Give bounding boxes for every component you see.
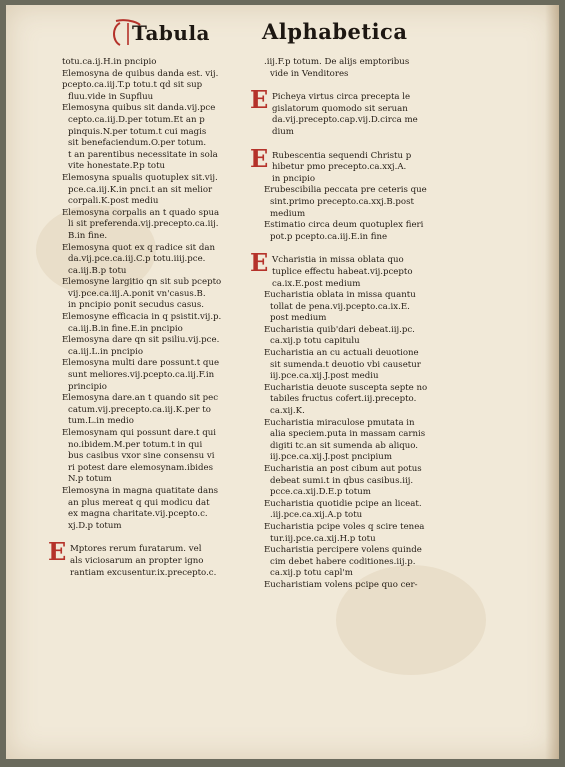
- index-entry: [62, 277, 262, 312]
- index-entry-line: sit benefaciendum.O.per totum.: [68, 138, 207, 149]
- index-entry-line: tollat de pena.vij.pcepto.ca.ix.E.: [270, 301, 410, 312]
- index-entry-line: ca.iij.L.in pncipio: [68, 346, 144, 357]
- index-entry-line: sunt meliores.vij.pcepto.ca.iij.F.in: [68, 370, 215, 381]
- index-entry-line: iij.pce.ca.xij.J.post mediu: [270, 371, 379, 382]
- index-entry-line: pcce.ca.xij.D.E.p totum: [270, 487, 371, 498]
- index-entry-line: als viciosarum an propter igno: [70, 555, 204, 566]
- index-entry: [264, 383, 474, 418]
- index-entry: [250, 85, 474, 138]
- index-entry: [264, 325, 474, 348]
- entry-spacer: [264, 80, 474, 88]
- index-entry-line: Eucharistia an post cibum aut potus: [264, 464, 422, 474]
- index-entry-line: Eucharistia deuote suscepta septe no: [264, 382, 428, 393]
- index-entry-line: Erubescibilia peccata pre ceteris que: [264, 185, 427, 196]
- index-entry-line: Eucharistia an cu actuali deuotione: [264, 348, 419, 359]
- index-entry-line: tabiles fructus cofert.iij.precepto.: [270, 394, 417, 405]
- index-entry: [264, 545, 474, 580]
- index-entry-line: no.ibidem.M.per totum.t in qui: [68, 439, 203, 450]
- index-entry-line: Elemosyna spualis quotuplex sit.vij.: [62, 172, 218, 183]
- index-entry-line: Eucharistia oblata in missa quantu: [264, 290, 416, 301]
- index-entry-line: pinquis.N.per totum.t cui magis: [68, 126, 207, 137]
- rubricated-initial: E: [250, 85, 269, 115]
- index-entry-line: dium: [272, 126, 294, 137]
- index-entry-line: ca.ix.E.post medium: [272, 278, 361, 289]
- index-entry-line: Mptores rerum furatarum. vel: [70, 544, 202, 555]
- index-entry-line: sit sumenda.t deuotio vbi causetur: [270, 359, 421, 370]
- index-entry-line: Vcharistia in missa oblata quo: [272, 255, 404, 266]
- entry-spacer: [264, 243, 474, 251]
- index-entry-line: Elemosyna quot ex q radice sit dan: [62, 242, 215, 253]
- index-entry-line: tur.iij.pce.ca.xij.H.p totu: [270, 533, 376, 544]
- index-entry: [264, 220, 474, 243]
- index-entry-line: Elemosyna dare.an t quando sit pec: [62, 393, 219, 404]
- page-gutter: [545, 5, 559, 759]
- index-entry-line: Eucharistiam volens pcipe quo cer-: [264, 579, 418, 590]
- index-entry-line: N.p totum: [68, 474, 112, 485]
- index-entry: [62, 243, 262, 278]
- rubricated-initial: E: [48, 537, 67, 567]
- index-entry-line: ca.xij.K.: [270, 406, 305, 417]
- index-entry-line: ca.xij.p totu capitulu: [270, 336, 360, 347]
- index-entry-line: alia speciem.puta in massam carnis: [270, 429, 426, 440]
- index-entry: [48, 537, 262, 579]
- index-entry: [264, 522, 474, 545]
- index-entry-line: ca.iij.B.p totu: [68, 265, 127, 276]
- index-entry: [62, 312, 262, 335]
- index-entry: [264, 464, 474, 499]
- index-entry-line: Elemosynam qui possunt dare.t qui: [62, 428, 217, 438]
- index-entry-line: cepto.ca.iij.D.per totum.Et an p: [68, 114, 205, 125]
- index-entry-line: Picheya virtus circa precepta le: [272, 92, 411, 103]
- index-entry-line: t an parentibus necessitate in sola: [68, 149, 218, 160]
- index-entry-line: in pncipio ponit secudus casus.: [68, 300, 204, 311]
- index-entry-line: vide in Venditores: [270, 68, 349, 79]
- index-entry: [250, 248, 474, 290]
- left-index-column: [48, 57, 262, 579]
- index-entry-line: vij.pce.ca.iij.A.ponit vn'casus.B.: [68, 288, 206, 299]
- index-entry: [264, 57, 474, 80]
- index-entry-line: Eucharistia quib'dari debeat.iij.pc.: [264, 324, 415, 335]
- index-entry: [264, 185, 474, 220]
- index-entry-line: da.vij.pce.ca.iij.C.p totu.iiij.pce.: [68, 254, 206, 265]
- right-index-column: [250, 57, 474, 592]
- index-entry: [264, 290, 474, 325]
- index-entry-line: ri potest dare elemosynam.ibides: [68, 462, 213, 473]
- index-entry-line: vite honestate.P.p totu: [68, 161, 166, 172]
- index-entry-line: li sit preferenda.vij.precepto.ca.iij.: [68, 219, 219, 230]
- index-entry: [62, 486, 262, 532]
- index-entry-line: pcepto.ca.iij.T.p totu.t qd sit sup: [62, 80, 203, 91]
- index-entry-line: Eucharistia quotidie pcipe an liceat.: [264, 498, 422, 509]
- rubricated-initial: E: [250, 143, 269, 173]
- index-entry-line: Estimatio circa deum quotuplex fieri: [264, 220, 424, 231]
- index-entry-line: ex magna charitate.vij.pcepto.c.: [68, 509, 208, 520]
- index-entry-line: an plus mereat q qui modicu dat: [68, 497, 210, 508]
- index-entry-line: sint.primo precepto.ca.xxj.B.post: [270, 196, 414, 207]
- index-entry-line: medium: [270, 208, 306, 219]
- index-entry-line: Elemosyna quibus sit danda.vij.pce: [62, 103, 216, 114]
- index-entry-line: pot.p pcepto.ca.iij.E.in fine: [270, 231, 388, 242]
- index-entry-line: totu.ca.ij.H.in pncipio: [62, 57, 157, 67]
- index-entry-line: corpali.K.post mediu: [68, 196, 159, 207]
- index-entry: [62, 428, 262, 486]
- index-entry-line: Elemosyna corpalis an t quado spua: [62, 207, 220, 218]
- index-entry: [250, 143, 474, 186]
- index-entry-line: hibetur pmo precepto.ca.xxj.A.: [272, 162, 407, 173]
- index-entry-line: xj.D.p totum: [68, 520, 122, 531]
- index-entry: [62, 69, 262, 81]
- index-entry-line: Eucharistia pcipe voles q scire tenea: [264, 521, 425, 532]
- index-entry: [62, 103, 262, 173]
- index-entry-line: principio: [68, 381, 107, 392]
- index-entry: [62, 358, 262, 393]
- index-entry: [264, 499, 474, 522]
- index-entry-line: .iij.pce.ca.xij.A.p totu: [270, 510, 363, 521]
- index-entry-line: Elemosyna dare qn sit psiliu.vij.pce.: [62, 335, 220, 346]
- index-entry-line: Eucharistia percipere volens quinde: [264, 545, 422, 556]
- index-entry-line: Elemosyna in magna quatitate dans: [62, 485, 219, 496]
- index-entry-line: iij.pce.ca.xij.J.post pncipium: [270, 452, 392, 463]
- index-entry-line: da.vij.precepto.cap.vij.D.circa me: [272, 115, 418, 126]
- index-entry-line: Rubescentia sequendi Christu p: [272, 150, 412, 161]
- index-entry-line: Elemosyna multi dare possunt.t que: [62, 358, 220, 369]
- index-entry: [62, 57, 262, 69]
- index-entry-line: Eucharistia miraculose pmutata in: [264, 417, 415, 428]
- index-entry-line: Elemosyne largitio qn sit sub pcepto: [62, 277, 222, 288]
- index-entry: [264, 418, 474, 464]
- index-entry: [62, 393, 262, 428]
- index-entry: [264, 348, 474, 383]
- index-entry-line: Elemosyne efficacia in q psistit.vij.p.: [62, 312, 222, 323]
- book-page: [6, 5, 559, 759]
- header-title-right: Alphabetica: [262, 19, 408, 44]
- header-title-left: Tabula: [132, 21, 211, 45]
- index-entry-line: cim debet habere coditiones.iij.p.: [270, 556, 416, 567]
- index-entry-line: tuplice effectu habeat.vij.pcepto: [272, 266, 413, 277]
- index-entry-line: post medium: [270, 313, 327, 324]
- index-entry: [62, 208, 262, 243]
- index-entry: [264, 580, 474, 592]
- page-header: [6, 17, 559, 53]
- entry-spacer: [264, 139, 474, 147]
- index-entry-line: .iij.F.p totum. De alijs emptoribus: [264, 57, 410, 67]
- rubricated-initial: E: [250, 248, 269, 278]
- index-entry-line: digiti tc.an sit sumenda ab aliquo.: [270, 440, 419, 451]
- index-entry-line: ca.iij.B.in fine.E.in pncipio: [68, 323, 183, 334]
- index-entry: [62, 335, 262, 358]
- index-entry-line: ca.xij.p totu capl'm: [270, 568, 353, 579]
- index-entry: [62, 80, 262, 103]
- index-entry-line: tum.L.in medio: [68, 416, 134, 427]
- index-entry-line: in pncipio: [272, 173, 316, 184]
- index-entry-line: gislatorum quomodo sit seruan: [272, 103, 408, 114]
- index-entry: [62, 173, 262, 208]
- index-entry-line: fluu.vide in Supfluu: [68, 91, 154, 102]
- index-entry-line: bus casibus vxor sine consensu vi: [68, 451, 215, 462]
- index-entry-line: catum.vij.precepto.ca.iij.K.per to: [68, 404, 211, 415]
- entry-spacer: [62, 532, 262, 540]
- index-entry-line: debeat sumi.t in qbus casibus.iij.: [270, 475, 414, 486]
- index-entry-line: pce.ca.iij.K.in pnci.t an sit melior: [68, 184, 213, 195]
- index-entry-line: B.in fine.: [68, 230, 108, 241]
- index-entry-line: Elemosyna de quibus danda est. vij.: [62, 68, 219, 79]
- index-entry-line: rantiam excusentur.ix.precepto.c.: [70, 567, 217, 578]
